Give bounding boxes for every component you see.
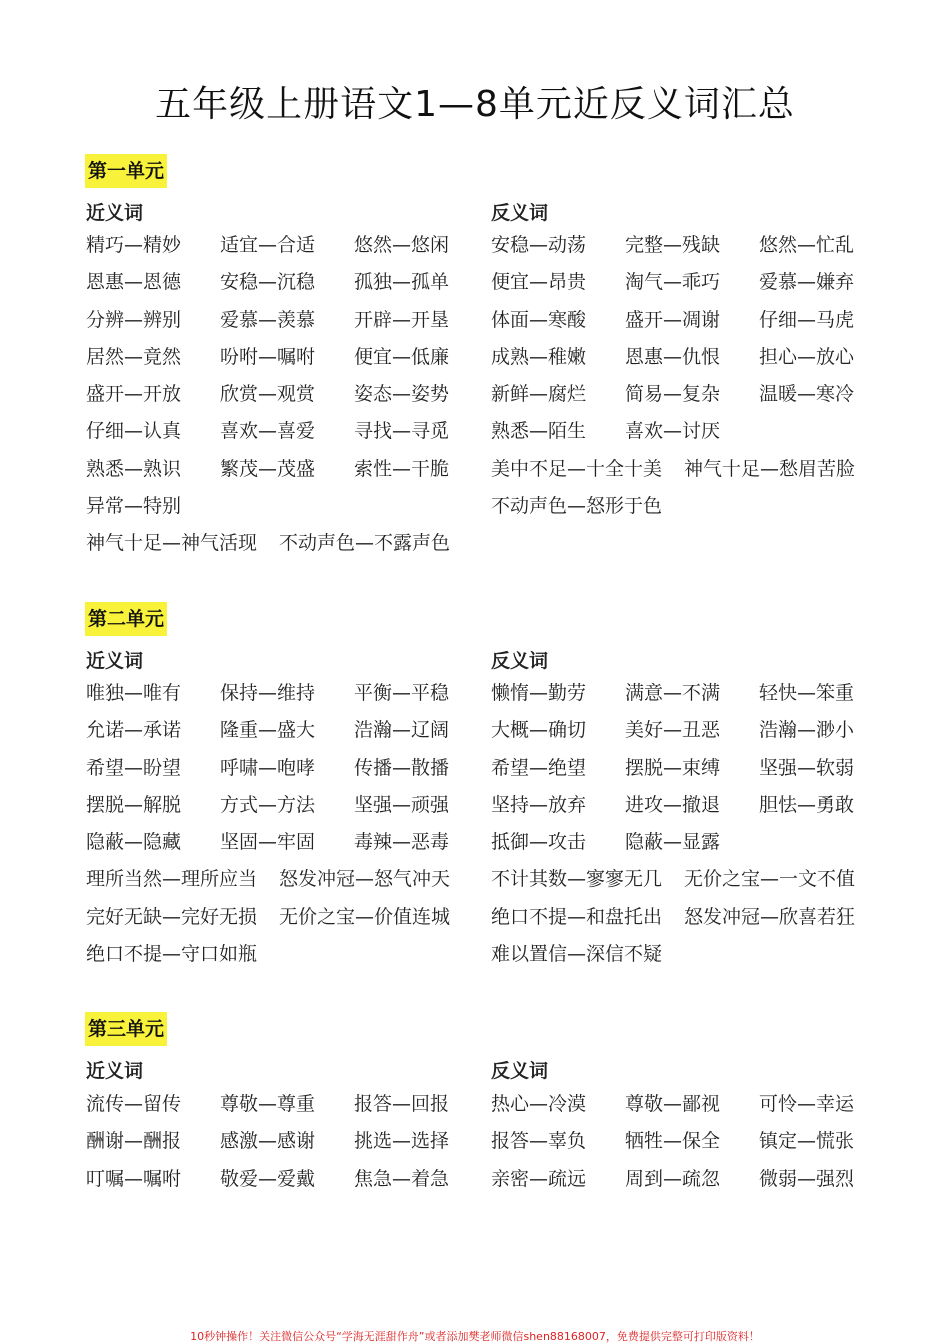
word-pair: 坚强—顽强	[354, 793, 450, 816]
word-pair-row	[491, 861, 871, 898]
word-pair: 进攻—撤退	[625, 793, 721, 816]
word-pair: 隐蔽—隐藏	[86, 831, 182, 854]
word-pair: 轻快—笨重	[759, 682, 855, 704]
word-pair: 不动声色—不露声色	[279, 532, 451, 555]
word-pair-row	[491, 488, 871, 525]
word-pair: 流传—留传	[86, 1093, 182, 1115]
unit-3-antonym-heading: 反义词	[491, 1060, 549, 1082]
word-pair: 完好无缺—完好无损	[86, 905, 258, 928]
word-pair-row	[491, 339, 871, 376]
word-pair: 不计其数—寥寥无几	[491, 868, 663, 891]
unit-1-synonym-heading: 近义词	[86, 202, 144, 224]
word-pair: 完整—残缺	[625, 234, 721, 256]
word-pair-row	[86, 1086, 466, 1123]
word-pair: 周到—疏忽	[625, 1167, 721, 1190]
word-pair-row	[491, 936, 871, 973]
word-pair-row	[491, 787, 871, 824]
word-pair: 允诺—承诺	[86, 719, 182, 742]
word-pair: 传播—散播	[354, 756, 450, 779]
word-pair: 希望—盼望	[86, 756, 182, 779]
word-pair: 便宜—低廉	[354, 345, 450, 368]
word-pair: 摆脱—束缚	[625, 756, 721, 779]
word-pair: 胆怯—勇敢	[759, 793, 855, 816]
word-pair-row	[491, 451, 871, 488]
word-pair: 呼啸—咆哮	[220, 756, 316, 779]
word-pair: 担心—放心	[759, 345, 855, 368]
page-title: 五年级上册语文1—8单元近反义词汇总	[155, 84, 795, 125]
word-pair: 体面—寒酸	[491, 308, 587, 331]
unit-2-badge: 第二单元	[85, 602, 167, 636]
word-pair: 平衡—平稳	[354, 682, 450, 704]
word-pair-row	[86, 451, 466, 488]
word-pair: 挑选—选择	[354, 1130, 450, 1153]
word-pair-row	[86, 899, 466, 936]
word-pair: 毒辣—恶毒	[354, 831, 450, 854]
word-pair-row	[491, 1161, 871, 1198]
word-pair: 成熟—稚嫩	[491, 345, 587, 368]
word-pair-row	[86, 1123, 466, 1160]
word-pair: 抵御—攻击	[491, 831, 587, 854]
word-pair: 懒惰—勤劳	[491, 682, 587, 704]
word-pair: 悠然—悠闲	[354, 234, 450, 256]
word-pair-row	[86, 1161, 466, 1198]
word-pair: 神气十足—愁眉苦脸	[684, 457, 856, 480]
word-pair: 怒发冲冠—欣喜若狂	[684, 905, 856, 928]
word-pair: 异常—特别	[86, 495, 182, 518]
word-pair: 浩瀚—渺小	[759, 719, 855, 742]
word-pair: 希望—绝望	[491, 756, 587, 779]
word-pair: 开辟—开垦	[354, 308, 450, 331]
unit-2-antonym-heading: 反义词	[491, 650, 549, 672]
word-pair: 报答—辜负	[491, 1130, 587, 1153]
word-pair: 喜欢—喜爱	[220, 420, 316, 443]
word-pair-row	[86, 413, 466, 450]
word-pair: 恩惠—仇恨	[625, 345, 721, 368]
word-pair-row	[491, 750, 871, 787]
word-pair: 叮嘱—嘱咐	[86, 1167, 182, 1190]
word-pair: 怒发冲冠—怒气冲天	[279, 868, 451, 891]
word-pair: 精巧—精妙	[86, 234, 182, 256]
word-pair: 繁茂—茂盛	[220, 457, 316, 480]
word-pair: 绝口不提—守口如瓶	[86, 943, 258, 966]
word-pair: 分辨—辨别	[86, 308, 182, 331]
word-pair-row	[86, 824, 466, 861]
word-pair: 微弱—强烈	[759, 1167, 855, 1190]
word-pair: 姿态—姿势	[354, 383, 450, 406]
word-pair-row	[491, 227, 871, 264]
unit-1-badge: 第一单元	[85, 154, 167, 188]
word-pair: 理所当然—理所应当	[86, 868, 258, 891]
word-pair: 盛开—凋谢	[625, 308, 721, 331]
word-pair: 简易—复杂	[625, 383, 721, 406]
word-pair-row	[86, 712, 466, 749]
word-pair-row	[86, 936, 466, 973]
word-pair: 唯独—唯有	[86, 682, 182, 704]
word-pair: 热心—冷漠	[491, 1093, 587, 1115]
word-pair: 酬谢—酬报	[86, 1130, 182, 1153]
word-pair: 孤独—孤单	[354, 271, 450, 294]
word-pair: 淘气—乖巧	[625, 271, 721, 294]
word-pair-row	[86, 227, 466, 264]
word-pair: 可怜—幸运	[759, 1093, 855, 1115]
word-pair: 满意—不满	[625, 682, 721, 704]
word-pair: 隆重—盛大	[220, 719, 316, 742]
word-pair-row	[86, 675, 466, 712]
word-pair: 无价之宝—价值连城	[279, 905, 451, 928]
word-pair-row	[491, 376, 871, 413]
word-pair: 焦急—着急	[354, 1167, 450, 1190]
word-pair: 喜欢—讨厌	[625, 420, 721, 443]
word-pair: 恩惠—恩德	[86, 271, 182, 294]
unit-1-antonym-heading: 反义词	[491, 202, 549, 224]
word-pair: 感激—感谢	[220, 1130, 316, 1153]
word-pair: 安稳—动荡	[491, 234, 587, 256]
word-pair-row	[491, 824, 871, 861]
word-pair: 隐蔽—显露	[625, 831, 721, 854]
word-pair-row	[86, 525, 466, 562]
unit-1-synonym-list	[86, 227, 466, 563]
word-pair: 美中不足—十全十美	[491, 457, 663, 480]
word-pair: 仔细—马虎	[759, 308, 855, 331]
word-pair: 温暖—寒冷	[759, 383, 855, 406]
word-pair: 爱慕—嫌弃	[759, 271, 855, 294]
word-pair: 神气十足—神气活现	[86, 532, 258, 555]
word-pair-row	[86, 488, 466, 525]
word-pair: 浩瀚—辽阔	[354, 719, 450, 742]
word-pair: 熟悉—熟识	[86, 457, 182, 480]
footer-note: 10秒钟操作！关注微信公众号“学海无涯甜作舟”或者添加樊老师微信shen88168007，免费提供完整可打印版资料！	[190, 1330, 760, 1343]
word-pair: 难以置信—深信不疑	[491, 943, 663, 966]
unit-3-synonym-list	[86, 1086, 466, 1198]
word-pair: 索性—干脆	[354, 457, 450, 480]
word-pair-row	[86, 264, 466, 301]
word-pair: 亲密—疏远	[491, 1167, 587, 1190]
word-pair: 镇定—慌张	[759, 1130, 855, 1153]
word-pair-row	[491, 302, 871, 339]
word-pair: 寻找—寻觅	[354, 420, 450, 443]
word-pair-row	[491, 675, 871, 712]
word-pair: 欣赏—观赏	[220, 383, 316, 406]
word-pair-row	[491, 1086, 871, 1123]
word-pair: 敬爱—爱戴	[220, 1167, 316, 1190]
word-pair: 悠然—忙乱	[759, 234, 855, 256]
unit-3-antonym-list	[491, 1086, 871, 1198]
word-pair: 仔细—认真	[86, 420, 182, 443]
word-pair: 牺牲—保全	[625, 1130, 721, 1153]
word-pair-row	[86, 787, 466, 824]
unit-3-badge: 第三单元	[85, 1012, 167, 1046]
word-pair: 盛开—开放	[86, 383, 182, 406]
word-pair: 坚持—放弃	[491, 793, 587, 816]
word-pair-row	[491, 264, 871, 301]
word-pair-row	[86, 302, 466, 339]
unit-3-synonym-heading: 近义词	[86, 1060, 144, 1082]
word-pair: 大概—确切	[491, 719, 587, 742]
word-pair: 美好—丑恶	[625, 719, 721, 742]
word-pair-row	[86, 339, 466, 376]
word-pair-row	[491, 899, 871, 936]
word-pair: 吩咐—嘱咐	[220, 345, 316, 368]
word-pair-row	[86, 861, 466, 898]
word-pair: 摆脱—解脱	[86, 793, 182, 816]
word-pair: 绝口不提—和盘托出	[491, 905, 663, 928]
word-pair-row	[491, 712, 871, 749]
word-pair: 尊敬—鄙视	[625, 1093, 721, 1115]
word-pair: 新鲜—腐烂	[491, 383, 587, 406]
word-pair-row	[86, 750, 466, 787]
unit-2-antonym-list	[491, 675, 871, 973]
word-pair: 熟悉—陌生	[491, 420, 587, 443]
word-pair: 不动声色—怒形于色	[491, 495, 663, 518]
word-pair: 报答—回报	[354, 1093, 450, 1115]
word-pair: 无价之宝—一文不值	[684, 868, 856, 891]
word-pair: 适宜—合适	[220, 234, 316, 256]
word-pair: 爱慕—羡慕	[220, 308, 316, 331]
word-pair: 安稳—沉稳	[220, 271, 316, 294]
word-pair: 坚强—软弱	[759, 756, 855, 779]
word-pair-row	[491, 1123, 871, 1160]
unit-2-synonym-list	[86, 675, 466, 973]
word-pair: 坚固—牢固	[220, 831, 316, 854]
word-pair: 保持—维持	[220, 682, 316, 704]
unit-1-antonym-list	[491, 227, 871, 525]
unit-2-synonym-heading: 近义词	[86, 650, 144, 672]
word-pair: 便宜—昂贵	[491, 271, 587, 294]
word-pair-row	[86, 376, 466, 413]
word-pair: 居然—竟然	[86, 345, 182, 368]
word-pair: 尊敬—尊重	[220, 1093, 316, 1115]
word-pair-row	[491, 413, 871, 450]
word-pair: 方式—方法	[220, 793, 316, 816]
